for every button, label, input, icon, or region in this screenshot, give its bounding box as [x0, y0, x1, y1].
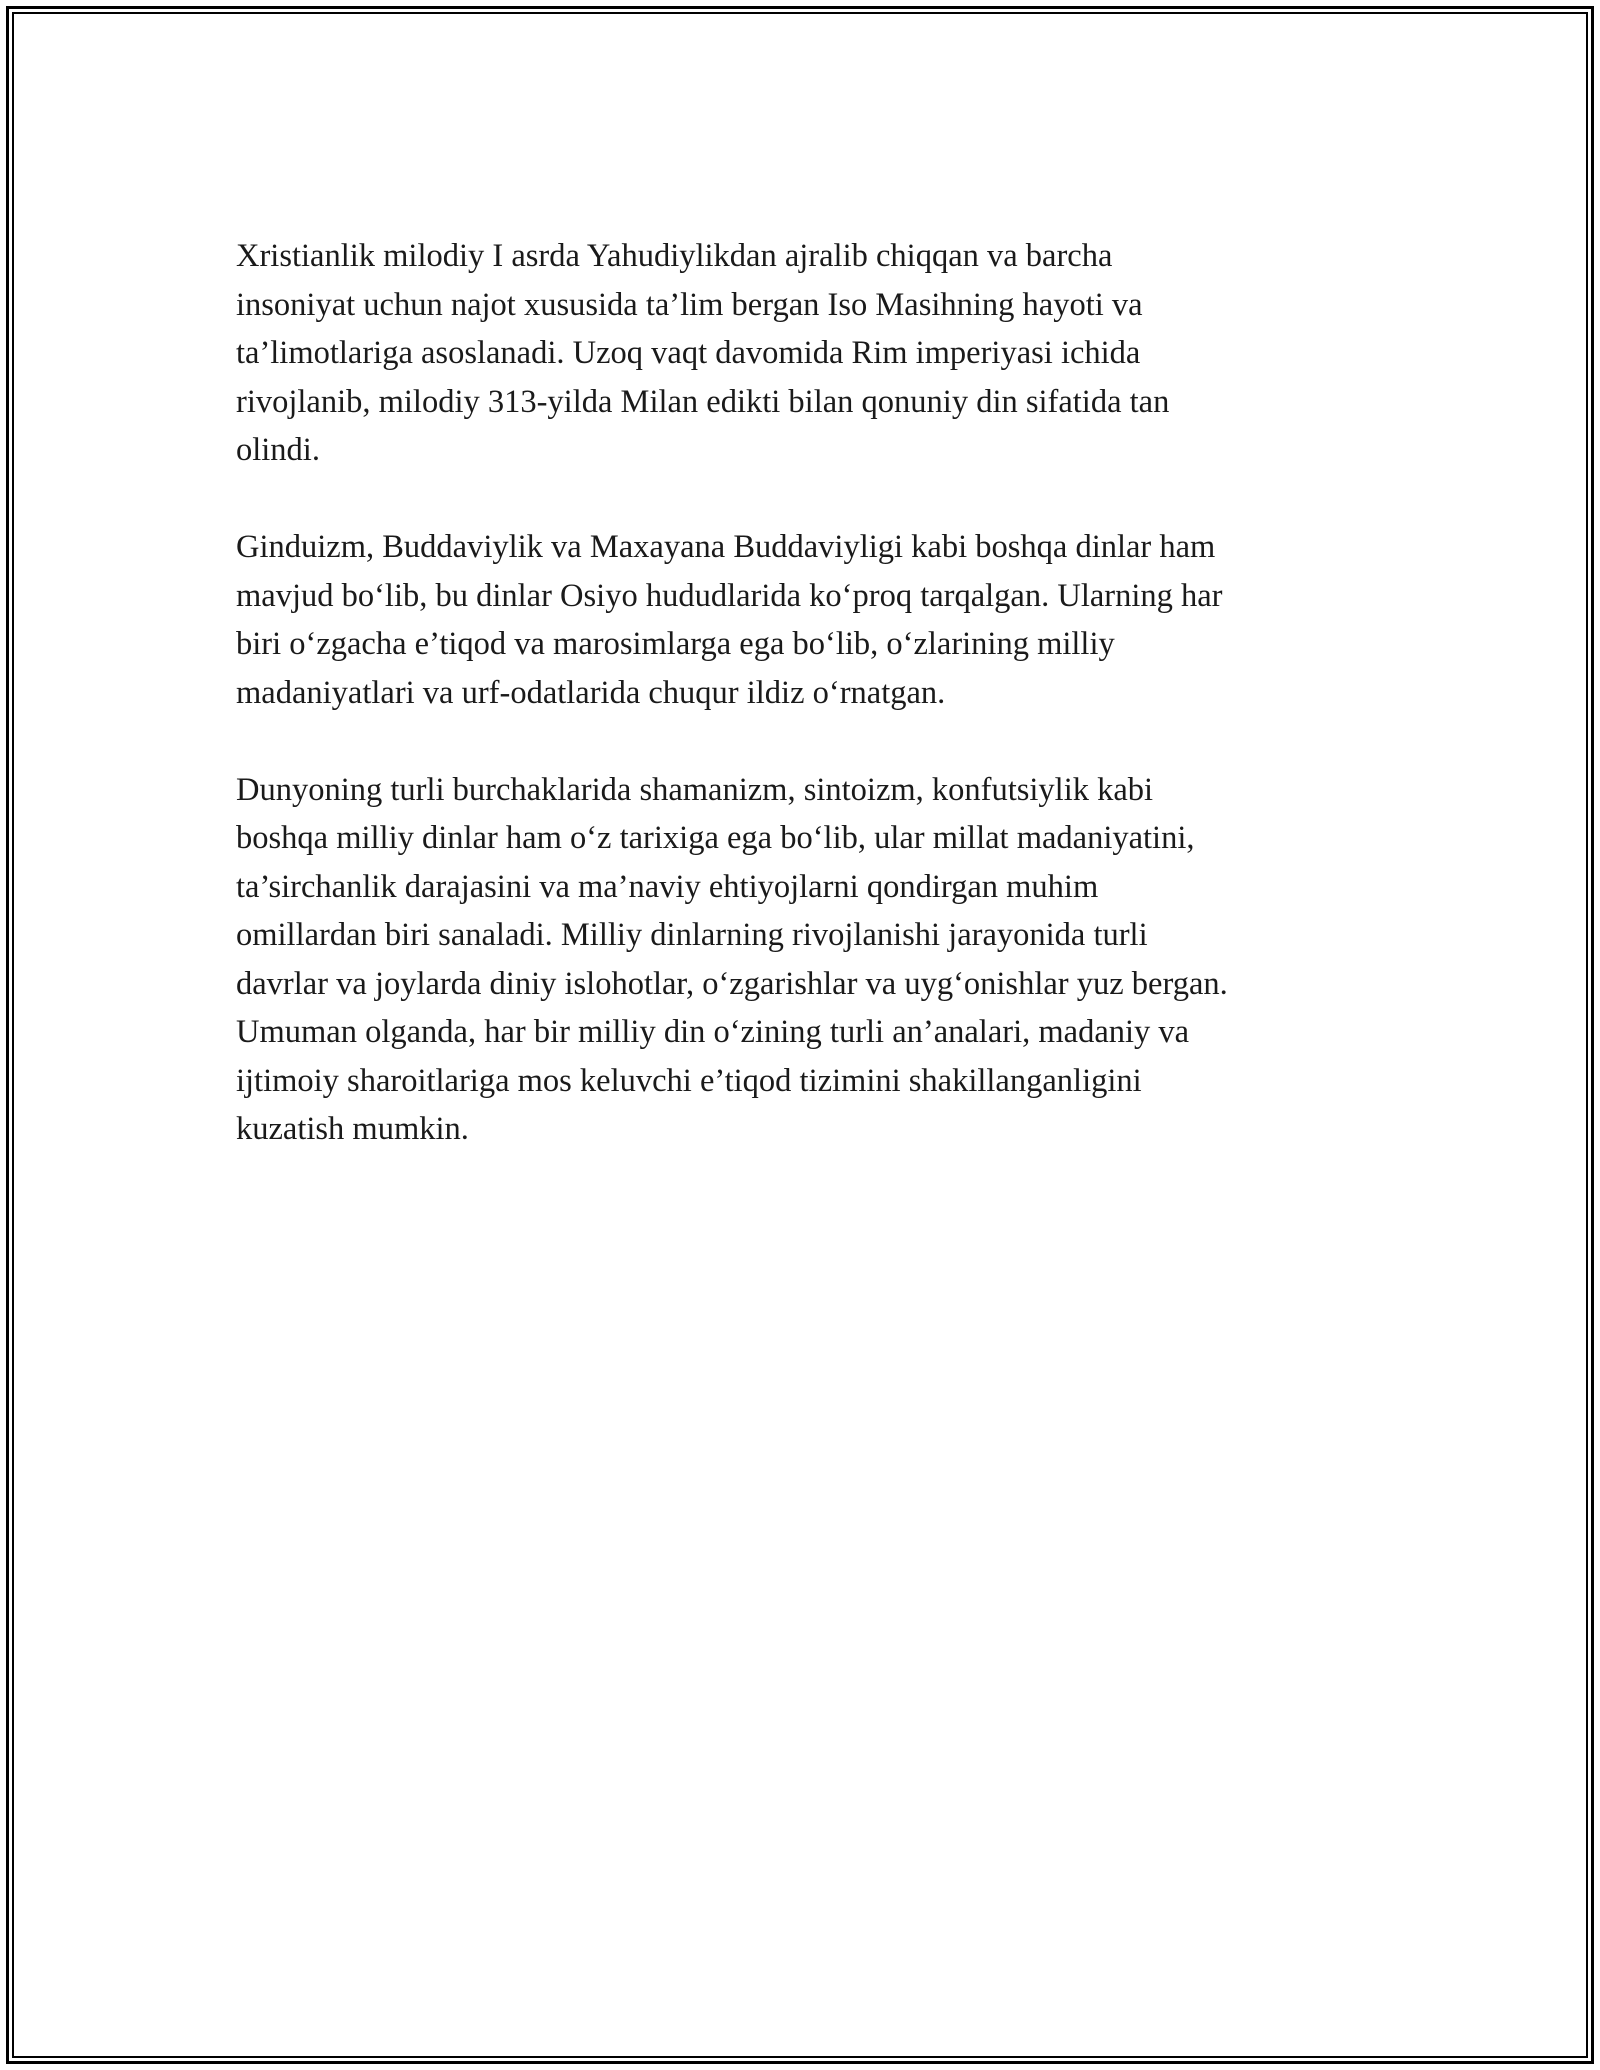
- document-body: [236, 232, 1366, 1202]
- paragraph-asian-religions: Ginduizm, Buddaviylik va Maxayana Buddaviyligi kabi boshqa dinlar ham mavjud bo‘lib, bu dinlar Osiyo hududlarida ko‘proq tarqalgan. Ularning har biri o‘zgacha e’tiqod va marosimlarga ega bo‘lib, o‘zlarining milliy madaniyatlari va urf-odatlarida chuqur ildiz o‘rnatgan.: [236, 529, 1223, 711]
- paragraph-national-religions: Dunyoning turli burchaklarida shamanizm, sintoizm, konfutsiylik kabi boshqa milliy dinlar ham o‘z tarixiga ega bo‘lib, ular millat madaniyatini, ta’sirchanlik darajasini va ma’naviy ehtiyojlarni qondirgan muhim omillardan biri sanaladi. Milliy dinlarning rivojlanishi jarayonida turli davrlar va joylarda diniy islohotlar, o‘zgarishlar va uyg‘onishlar yuz bergan. Umuman olganda, har bir milliy din o‘zining turli an’analari, madaniy va ijtimoiy sharoitlariga mos keluvchi e’tiqod tizimini shakillanganligini kuzatish mumkin.: [236, 771, 1228, 1147]
- paragraph-christianity: Xristianlik milodiy I asrda Yahudiylikdan ajralib chiqqan va barcha insoniyat uchun najot xususida ta’lim bergan Iso Masihning hayoti va ta’limotlariga asoslanadi. Uzoq vaqt davomida Rim imperiyasi ichida rivojlanib, milodiy 313-yilda Milan edikti bilan qonuniy din sifatida tan olindi.: [236, 238, 1170, 468]
